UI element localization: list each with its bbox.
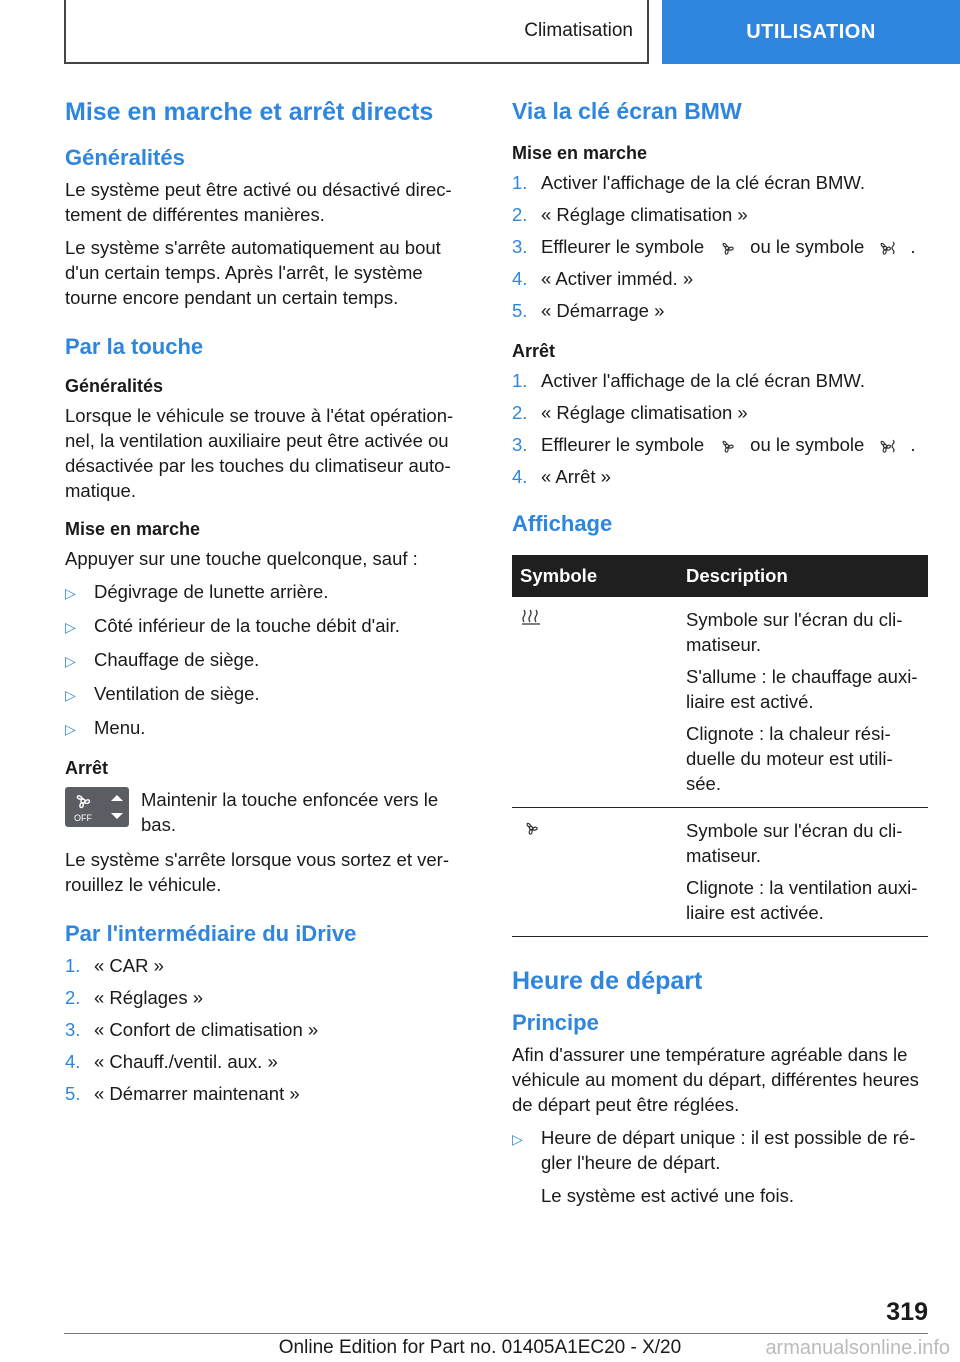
list-item: 3. Effleurer le symbole ou le symbole . [512, 434, 916, 455]
triangle-bullet-icon: ▷ [65, 687, 76, 703]
list-item: ▷ Menu. [65, 715, 465, 742]
list-item: 2. « Réglages » [65, 987, 204, 1008]
numbered-list [65, 953, 465, 1106]
header-section [64, 0, 649, 64]
section-heading: Heure de départ [512, 967, 703, 995]
list-item: 4. « Chauff./ventil. aux. » [65, 1051, 278, 1072]
table-row [512, 808, 928, 937]
symbol-cell [512, 597, 678, 808]
subheading-principe: Principe [512, 1010, 599, 1035]
heater-waves-icon [520, 608, 542, 626]
heater-fan-icon [876, 239, 898, 257]
triangle-bullet-icon: ▷ [65, 585, 76, 601]
minor-heading: Généralités [65, 376, 164, 396]
list-item: 1. Activer l'affichage de la clé écran BMW. [512, 172, 866, 193]
list-item: ▷ Heure de départ unique : il est possible de régler l'heure de départ. Le système est activé une fois. [512, 1127, 916, 1206]
description-cell: Symbole sur l'écran du climatiseur. Clignote : la ventilation auxiliaire est activée. [678, 808, 928, 937]
paragraph: Lorsque le véhicule se trouve à l'état opérationnel, la ventilation auxiliaire peut être activée ou désactivée par les touches du climatiseur automatique. [65, 405, 454, 501]
heater-fan-icon [876, 437, 898, 455]
section-heading: Mise en marche et arrêt directs [65, 98, 434, 126]
list-item: 2. « Réglage climatisation » [512, 204, 748, 225]
list-item: 3. Effleurer le symbole ou le symbole . [512, 236, 916, 257]
table-header-row [512, 555, 928, 597]
section-title: Climatisation [524, 20, 633, 41]
paragraph: Le système s'arrête lorsque vous sortez et verrouillez le véhicule. [65, 849, 449, 895]
subheading-generalites: Généralités [65, 145, 185, 170]
right-column [512, 98, 928, 1224]
footer-edition: Online Edition for Part no. 01405A1EC20 - X/20 [278, 1337, 682, 1358]
fan-icon [716, 239, 738, 257]
triangle-bullet-icon: ▷ [65, 653, 76, 669]
minor-heading: Mise en marche [65, 519, 201, 539]
list-item: ▷ Dégivrage de lunette arrière. [65, 579, 465, 606]
bullet-list [65, 579, 465, 742]
list-item: 1. Activer l'affichage de la clé écran BMW. [512, 370, 866, 391]
paragraph: Le système s'arrête automatiquement au bout d'un certain temps. Après l'arrêt, le système tourne encore pendant un certain temps. [65, 237, 441, 308]
subheading-idrive: Par l'intermédiaire du iDrive [65, 921, 357, 946]
list-item: 1. « CAR » [65, 955, 164, 976]
list-item: 4. « Activer imméd. » [512, 268, 694, 289]
column-header: Symbole [512, 555, 678, 597]
off-button-row [65, 787, 465, 837]
subheading-touche: Par la touche [65, 334, 204, 359]
paragraph: Le système peut être activé ou désactivé directement de différentes manières. [65, 179, 452, 225]
subheading-affichage: Affichage [512, 511, 613, 536]
list-item: ▷ Chauffage de siège. [65, 647, 465, 674]
bullet-list [512, 1125, 928, 1208]
list-item: 3. « Confort de climatisation » [65, 1019, 319, 1040]
list-item: 5. « Démarrer maintenant » [65, 1083, 300, 1104]
minor-heading: Mise en marche [512, 143, 648, 163]
fan-icon [716, 437, 738, 455]
paragraph: Afin d'assurer une température agréable dans le véhicule au moment du départ, différentes heures de départ peut être réglées. [512, 1044, 919, 1115]
list-item: 4. « Arrêt » [512, 466, 611, 487]
numbered-list [512, 170, 928, 323]
symbol-table [512, 555, 928, 937]
column-header: Description [678, 555, 928, 597]
svg-text:OFF: OFF [74, 813, 92, 823]
page-number: 319 [886, 1298, 928, 1326]
paragraph: Maintenir la touche enfoncée vers le bas. [141, 789, 439, 835]
left-column [65, 98, 465, 1122]
watermark: armanualsonline.info [765, 1337, 950, 1359]
list-item: ▷ Ventilation de siège. [65, 681, 465, 708]
header-chapter [662, 0, 960, 64]
table-row [512, 597, 928, 808]
fan-icon [520, 819, 542, 837]
list-item: 5. « Démarrage » [512, 300, 665, 321]
numbered-list [512, 368, 928, 489]
minor-heading: Arrêt [512, 341, 556, 361]
footer-divider [64, 1333, 928, 1334]
paragraph: Appuyer sur une touche quelconque, sauf : [65, 548, 418, 569]
chapter-title: UTILISATION [746, 20, 876, 43]
triangle-bullet-icon: ▷ [65, 619, 76, 635]
fan-off-button-icon [65, 787, 129, 827]
list-item: ▷ Côté inférieur de la touche débit d'air. [65, 613, 465, 640]
description-cell: Symbole sur l'écran du climatiseur. S'allume : le chauffage auxiliaire est activé. Clignote : la chaleur résiduelle du moteur est utilisée. [678, 597, 928, 808]
subheading-key: Via la clé écran BMW [512, 98, 742, 124]
minor-heading: Arrêt [65, 758, 109, 778]
triangle-bullet-icon: ▷ [65, 721, 76, 737]
triangle-bullet-icon: ▷ [512, 1131, 523, 1147]
symbol-cell [512, 808, 678, 937]
list-item: 2. « Réglage climatisation » [512, 402, 748, 423]
